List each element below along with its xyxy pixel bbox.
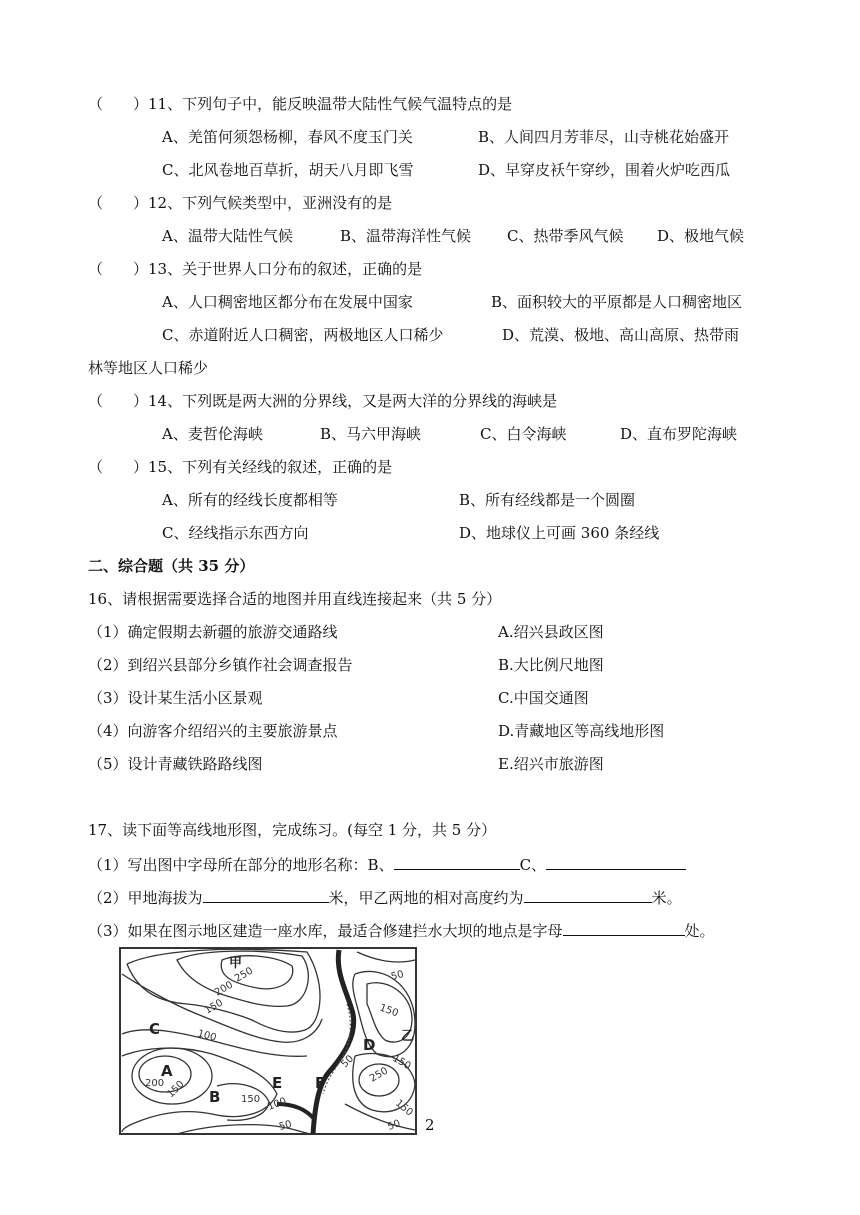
q16-left-item-3: （3）设计某生活小区景观 — [88, 689, 263, 707]
contour-line — [357, 952, 415, 962]
q14-option-d: D、直布罗陀海峡 — [620, 425, 738, 443]
contour-label: 200 — [145, 1078, 165, 1089]
q13-option-a: A、人口稠密地区都分布在发展中国家 — [162, 293, 413, 311]
q16-right-item-e: E.绍兴市旅游图 — [498, 755, 604, 773]
q12-option-b: B、温带海洋性气候 — [340, 227, 472, 245]
contour-label: 150 — [390, 1053, 413, 1073]
q13-option-c: C、赤道附近人口稠密，两极地区人口稀少 — [162, 326, 444, 344]
question-17-stem: 17、读下面等高线地形图，完成练习。(每空 1 分，共 5 分） — [88, 821, 497, 839]
map-label-d: D — [363, 1036, 376, 1054]
map-label-b: B — [209, 1088, 221, 1106]
question-16-stem: 16、请根据需要选择合适的地图并用直线连接起来（共 5 分） — [88, 590, 502, 608]
contour-map — [117, 944, 422, 1138]
map-label-c: C — [149, 1020, 161, 1038]
contour-label: 100 — [196, 1028, 218, 1044]
answer-blank-c[interactable] — [546, 853, 686, 870]
contour-line — [122, 1048, 277, 1132]
contour-label: 150 — [165, 1078, 187, 1101]
q13-option-b: B、面积较大的平原都是人口稠密地区 — [491, 293, 743, 311]
question-11-stem: （ ）11、下列句子中，能反映温带大陆性气候气温特点的是 — [88, 95, 513, 113]
q11-option-b: B、人间四月芳菲尽，山寺桃花始盛开 — [478, 128, 730, 146]
map-label-a: A — [161, 1062, 173, 1080]
contour-label: 250 — [233, 965, 256, 985]
q11-option-d: D、早穿皮袄午穿纱，围着火炉吃西瓜 — [478, 161, 731, 179]
question-13-stem: （ ）13、关于世界人口分布的叙述，正确的是 — [88, 260, 423, 278]
answer-paren[interactable]: （ ） — [88, 95, 149, 113]
answer-paren[interactable]: （ ） — [88, 194, 149, 212]
q17-part-1: （1）写出图中字母所在部分的地形名称：B、 C、 — [88, 853, 686, 875]
contour-label: 150 — [377, 1002, 400, 1020]
q12-option-d: D、极地气候 — [657, 227, 745, 245]
river-line — [313, 950, 357, 1134]
q16-left-item-1: （1）确定假期去新疆的旅游交通路线 — [88, 623, 338, 641]
q11-option-c: C、北风卷地百草折，胡天八月即飞雪 — [162, 161, 414, 179]
contour-label: 100 — [266, 1095, 288, 1113]
question-14-stem: （ ）14、下列既是两大洲的分界线，又是两大洋的分界线的海峡是 — [88, 392, 558, 410]
answer-paren[interactable]: （ ） — [88, 260, 149, 278]
q15-option-a: A、所有的经线长度都相等 — [162, 491, 338, 509]
answer-paren[interactable]: （ ） — [88, 458, 149, 476]
contour-label: 50 — [339, 1053, 357, 1071]
question-15-stem: （ ）15、下列有关经线的叙述，正确的是 — [88, 458, 393, 476]
q13-option-d: D、荒漠、极地、高山高原、热带雨 — [502, 326, 740, 344]
contour-label: 150 — [241, 1094, 261, 1105]
page-number: 2 — [425, 1116, 435, 1134]
contour-label: 50 — [389, 968, 406, 983]
q13-option-d-cont: 林等地区人口稀少 — [88, 359, 209, 377]
answer-blank-b[interactable] — [394, 853, 520, 870]
q12-option-c: C、热带季风气候 — [507, 227, 624, 245]
q17-part-3: （3）如果在图示地区建造一座水库，最适合修建拦水大坝的地点是字母 处。 — [88, 919, 715, 941]
q12-option-a: A、温带大陆性气候 — [162, 227, 293, 245]
map-label-f: F — [315, 1074, 326, 1092]
map-label-jia: 甲 — [229, 956, 243, 971]
q14-option-c: C、白令海峡 — [480, 425, 567, 443]
q16-left-item-5: （5）设计青藏铁路路线图 — [88, 755, 263, 773]
answer-blank-dam-site[interactable] — [563, 919, 685, 936]
ridge-line-dotted — [323, 1004, 350, 1094]
q14-option-a: A、麦哲伦海峡 — [162, 425, 263, 443]
q16-right-item-d: D.青藏地区等高线地形图 — [498, 722, 665, 740]
contour-label: 150 — [203, 997, 226, 1017]
q16-left-item-2: （2）到绍兴县部分乡镇作社会调查报告 — [88, 656, 353, 674]
q16-left-item-4: （4）向游客介绍绍兴的主要旅游景点 — [88, 722, 338, 740]
q14-option-b: B、马六甲海峡 — [320, 425, 422, 443]
section-heading: 二、综合题（共 35 分） — [88, 557, 255, 575]
contour-label: 250 — [368, 1065, 391, 1085]
q16-right-item-c: C.中国交通图 — [498, 689, 589, 707]
map-label-e: E — [272, 1074, 283, 1092]
q15-option-d: D、地球仪上可画 360 条经线 — [459, 524, 660, 542]
contour-label: 50 — [386, 1118, 402, 1133]
map-label-yi: 乙 — [401, 1029, 415, 1044]
contour-label: 150 — [393, 1097, 415, 1119]
question-12-stem: （ ）12、下列气候类型中，亚洲没有的是 — [88, 194, 393, 212]
contour-label: 50 — [277, 1118, 294, 1133]
answer-paren[interactable]: （ ） — [88, 392, 149, 410]
answer-blank-jia-altitude[interactable] — [203, 886, 329, 903]
q15-option-c: C、经线指示东西方向 — [162, 524, 309, 542]
answer-blank-relative-height[interactable] — [524, 886, 652, 903]
q17-part-2: （2）甲地海拔为 米，甲乙两地的相对高度约为 米。 — [88, 886, 682, 908]
q11-option-a: A、羌笛何须怨杨柳，春风不度玉门关 — [162, 128, 413, 146]
q15-option-b: B、所有经线都是一个圆圈 — [459, 491, 636, 509]
q16-right-item-b: B.大比例尺地图 — [498, 656, 604, 674]
contour-label: 200 — [213, 979, 236, 999]
q16-right-item-a: A.绍兴县政区图 — [498, 623, 604, 641]
